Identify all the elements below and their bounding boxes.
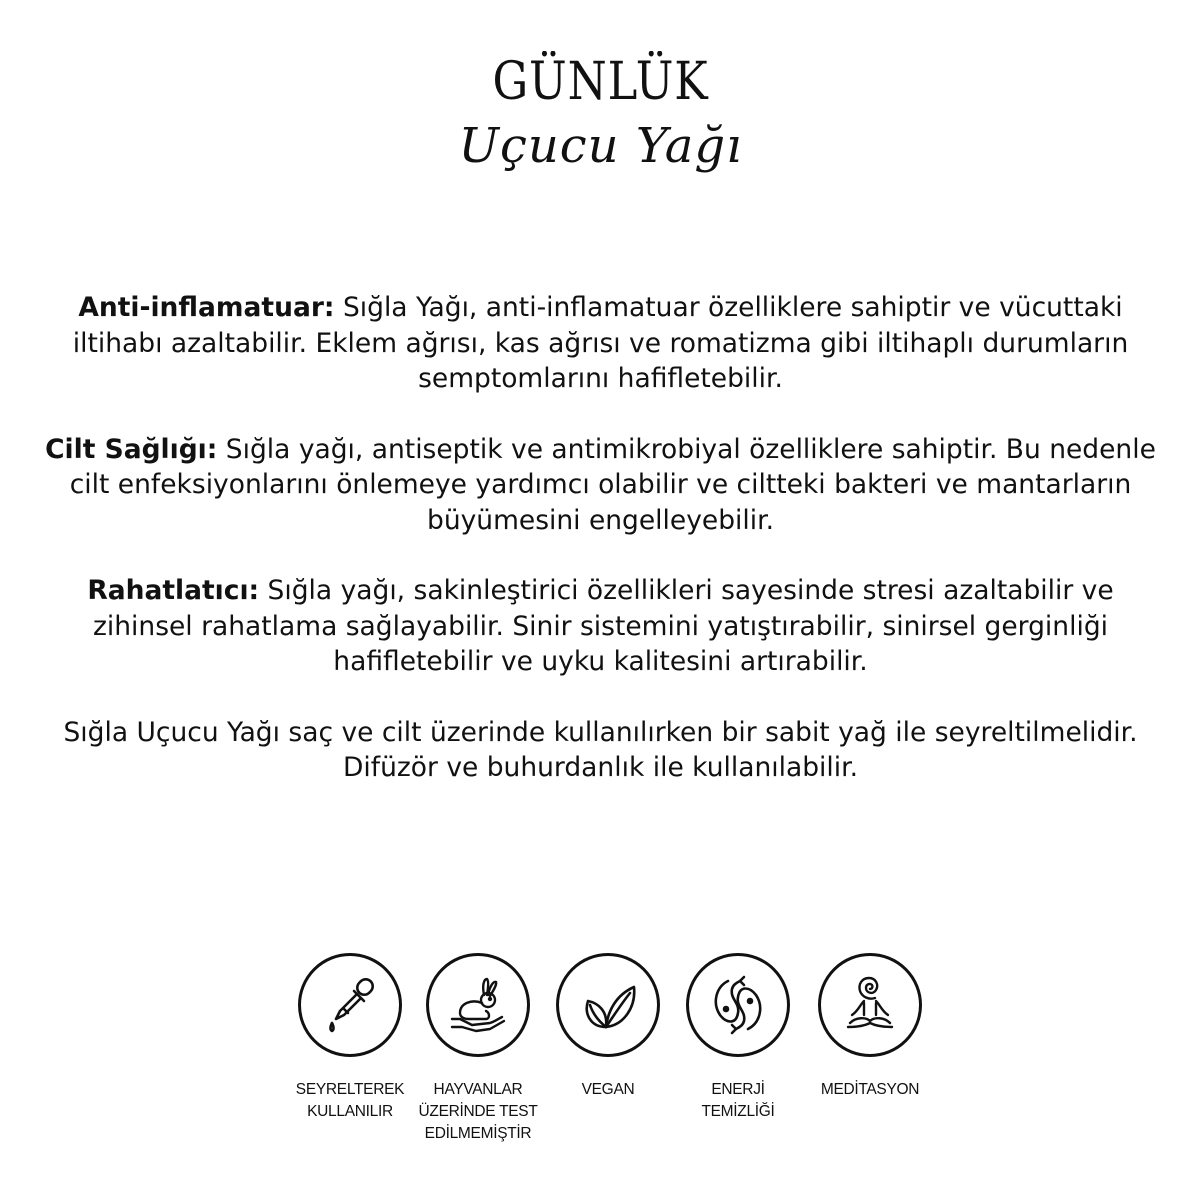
- section-skin-health: [40, 432, 1161, 539]
- feature-caption: ENERJİ TEMİZLİĞİ: [701, 1081, 775, 1120]
- section-label: Anti-inflamatuar:: [78, 292, 335, 323]
- section-text: Sığla yağı, sakinleştirici özellikleri sayesinde stresi azaltabilir ve zihinsel rahatlama sağlayabilir. Sinir sistemini yatıştırabilir, sinirsel gerginliği hafifletebilir ve uyku kalitesini artırabilir.: [92, 575, 1114, 677]
- usage-note: [40, 715, 1161, 786]
- section-anti-inflammatory: [40, 290, 1161, 397]
- rabbit-hand-icon: [426, 953, 530, 1057]
- dropper-icon: [298, 953, 402, 1057]
- feature-caption: HAYVANLAR ÜZERİNDE TEST EDİLMEMİŞTİR: [418, 1081, 538, 1142]
- feature-caption: VEGAN: [581, 1081, 635, 1098]
- description: [40, 290, 1161, 786]
- product-subtitle: Uçucu Yağı: [458, 118, 743, 174]
- leaf-icon: [556, 953, 660, 1057]
- feature-icons: [0, 953, 1201, 1163]
- section-relaxing: [40, 573, 1161, 680]
- section-label: Rahatlatıcı:: [87, 575, 260, 606]
- feature-caption: SEYRELTEREK KULLANILIR: [295, 1081, 405, 1120]
- meditation-icon: [818, 953, 922, 1057]
- usage-line-1: Sığla Uçucu Yağı saç ve cilt üzerinde kullanılırken bir sabit yağ ile seyreltilmelidir.: [63, 716, 1138, 748]
- yin-yang-fish-icon: [686, 953, 790, 1057]
- feature-caption: MEDİTASYON: [820, 1081, 920, 1098]
- section-text: Sığla yağı, antiseptik ve antimikrobiyal özelliklere sahiptir. Bu nedenle cilt enfeksiyonlarını önlemeye yardımcı olabilir ve ciltteki bakteri ve mantarların büyümesini engelleyebilir.: [69, 433, 1156, 536]
- section-label: Cilt Sağlığı:: [45, 433, 218, 465]
- brand-title: GÜNLÜK: [492, 52, 709, 112]
- usage-line-2: Difüzör ve buhurdanlık ile kullanılabilir.: [342, 752, 859, 783]
- feature-meditation: [790, 953, 950, 1101]
- section-text: Sığla Yağı, anti-inflamatuar özelliklere sahiptir ve vücuttaki iltihabı azaltabilir. Eklem ağrısı, kas ağrısı ve romatizma gibi iltihaplı durumların semptomlarını hafifletebilir.: [72, 292, 1129, 394]
